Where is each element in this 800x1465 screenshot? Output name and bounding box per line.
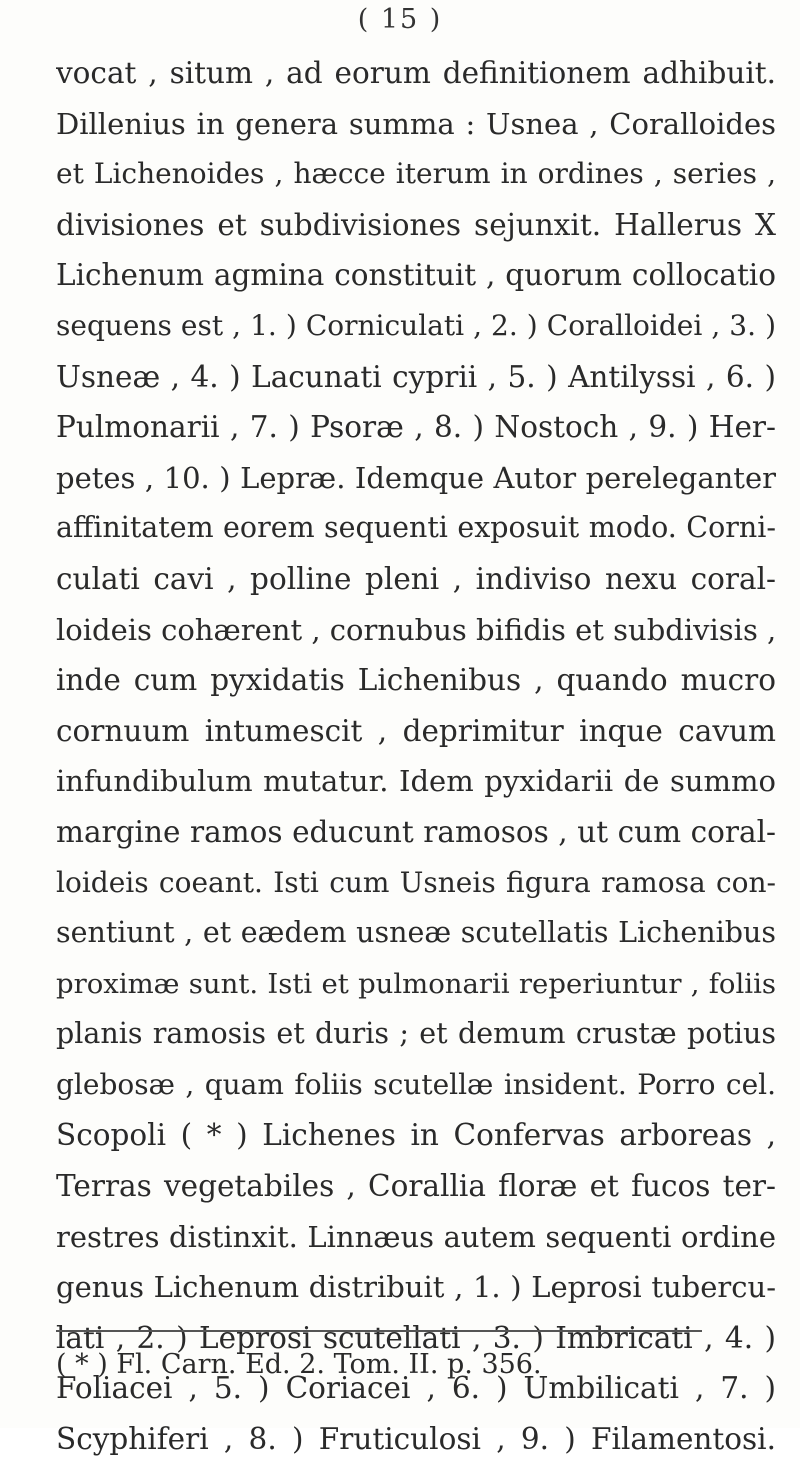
text-line: vocat , situm , ad eorum definitionem adhibuit. — [56, 56, 776, 90]
text-line: glebosæ , quam foliis scutellæ insident. Porro cel. — [56, 1067, 776, 1101]
text-line: infundibulum mutatur. Idem pyxidarii de summo — [56, 764, 776, 799]
footnote-rule — [56, 1330, 702, 1332]
text-line: Foliacei , 5. ) Coriacei , 6. ) Umbilicati , 7. ) — [56, 1371, 776, 1406]
text-line: Pulmonarii , 7. ) Psoræ , 8. ) Nostoch , 9. ) Her- — [56, 410, 776, 445]
text-line: inde cum pyxidatis Lichenibus , quando mucro — [56, 663, 776, 698]
text-line: Usneæ , 4. ) Lacunati cyprii , 5. ) Antilyssi , 6. ) — [56, 359, 776, 394]
text-line: genus Lichenum distribuit , 1. ) Leprosi tubercu- — [56, 1270, 776, 1305]
text-line: culati cavi , polline pleni , indiviso nexu coral- — [56, 561, 776, 596]
text-line: Terras vegetabiles , Corallia floræ et fucos ter- — [56, 1169, 776, 1204]
page-number: ( 15 ) — [357, 4, 443, 35]
text-line: sequens est , 1. ) Corniculati , 2. ) Coralloidei , 3. ) — [56, 308, 776, 342]
text-line: margine ramos educunt ramosos , ut cum coral- — [56, 814, 776, 849]
text-line: planis ramosis et duris ; et demum crustæ potius — [56, 1017, 776, 1051]
text-line: et Lichenoides , hæcce iterum in ordines , series , — [56, 157, 776, 191]
text-line: divisiones et subdivisiones sejunxit. Hallerus X — [56, 207, 776, 242]
text-line: sentiunt , et eædem usneæ scutellatis Lichenibus — [56, 916, 776, 950]
text-line: restres distinxit. Linnæus autem sequenti ordine — [56, 1219, 776, 1254]
text-line: lati , 2. ) Leprosi scutellati , 3. ) Imbricati , 4. ) — [56, 1320, 776, 1355]
text-line: Scopoli ( * ) Lichenes in Confervas arboreas , — [56, 1118, 776, 1153]
text-line: Dillenius in genera summa : Usnea , Coralloides — [56, 106, 776, 141]
text-line: loideis cohærent , cornubus bifidis et subdivisis , — [56, 612, 776, 647]
footnote: ( * ) Fl. Carn. Ed. 2. Tom. II. p. 356. — [56, 1349, 542, 1380]
text-line: loideis coeant. Isti cum Usneis figura ramosa con- — [56, 865, 776, 899]
text-line: affinitatem eorem sequenti exposuit modo. Corni- — [56, 511, 776, 545]
text-line: Lichenum agmina constituit , quorum collocatio — [56, 258, 776, 293]
text-line: petes , 10. ) Lepræ. Idemque Autor pereleganter — [56, 460, 776, 495]
body-text — [56, 48, 776, 1465]
text-line: cornuum intumescit , deprimitur inque cavum — [56, 713, 776, 748]
text-line: Scyphiferi , 8. ) Fruticulosi , 9. ) Filamentosi. — [56, 1422, 776, 1457]
text-line: proximæ sunt. Isti et pulmonarii reperiuntur , foliis — [56, 967, 776, 1000]
